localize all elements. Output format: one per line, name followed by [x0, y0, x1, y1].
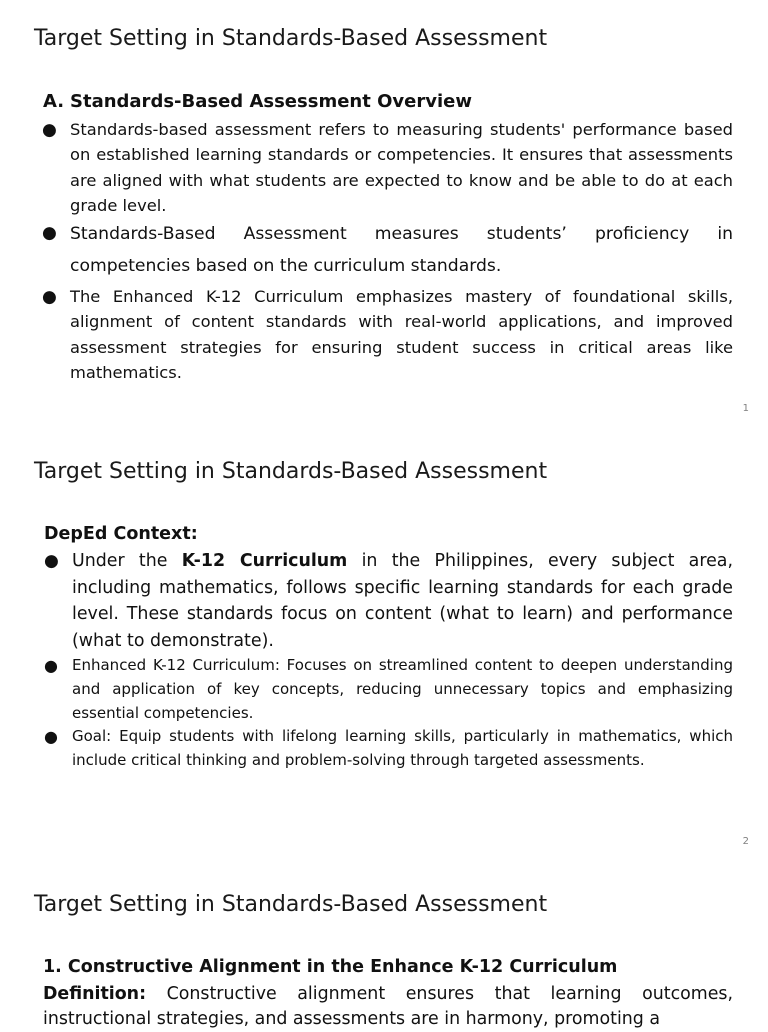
- bullet-icon: ●: [44, 656, 58, 675]
- list-item: [42, 218, 733, 282]
- definition-text: Constructive alignment ensures that learning outcomes, instructional strategies, and assessments are in harmony, promoting a: [43, 984, 733, 1029]
- slide-title: Target Setting in Standards-Based Assessment: [34, 26, 548, 51]
- list-item-text-post: in the Philippines, every subject area, including mathematics, follows specific learning standards for each grade level. These standards focus on content (what to learn) and performance (what to demonstrate).: [72, 551, 733, 651]
- slide-3: [0, 866, 768, 1029]
- list-item-text: The Enhanced K-12 Curriculum emphasizes mastery of foundational skills, alignment of content standards with real-world applications, and improved assessment strategies for ensuring student success in critical areas like mathematics.: [70, 287, 733, 383]
- section-heading-text: Constructive Alignment in the Enhance K-12 Curriculum: [67, 957, 618, 977]
- list-item-text: Standards-Based Assessment measures students’ proficiency in competencies based on the curriculum standards.: [70, 224, 733, 277]
- page-number: 1: [742, 403, 749, 414]
- bullet-list: [42, 117, 733, 385]
- definition-paragraph: [43, 982, 733, 1032]
- section-number: 1.: [43, 957, 62, 977]
- section-letter: A.: [43, 91, 65, 112]
- list-item: [44, 548, 733, 654]
- slide-title: Target Setting in Standards-Based Assessment: [34, 459, 548, 484]
- list-item: [44, 725, 733, 773]
- bullet-icon: ●: [44, 727, 58, 747]
- list-item-text: Enhanced K-12 Curriculum: Focuses on streamlined content to deepen understanding and application of key concepts, reducing unnecessary topics and emphasizing essential competencies.: [72, 656, 733, 722]
- slide-title: Target Setting in Standards-Based Assessment: [34, 892, 548, 917]
- list-item-text-bold: K-12 Curriculum: [181, 551, 348, 571]
- slide-2: [0, 433, 768, 863]
- list-item: [42, 117, 733, 218]
- section-heading: [43, 91, 472, 112]
- list-item: [44, 654, 733, 725]
- bullet-icon: ●: [42, 287, 57, 308]
- definition-label: Definition:: [43, 984, 147, 1004]
- section-heading: [43, 957, 617, 977]
- bullet-icon: ●: [44, 551, 59, 571]
- section-heading-text: Standards-Based Assessment Overview: [70, 91, 472, 112]
- list-item: [42, 284, 733, 385]
- list-item-text: Goal: Equip students with lifelong learning skills, particularly in mathematics, which include critical thinking and problem-solving through targeted assessments.: [72, 727, 733, 770]
- list-item-text: Standards-based assessment refers to measuring students' performance based on established learning standards or competencies. It ensures that assessments are aligned with what students are expected to know and be able to do at each grade level.: [70, 120, 733, 215]
- slide-1: [0, 0, 768, 430]
- subheading: DepEd Context:: [44, 524, 198, 544]
- list-item-text-pre: Under the: [72, 551, 182, 571]
- bullet-list: [44, 548, 733, 773]
- page-number: 2: [742, 836, 749, 847]
- bullet-icon: ●: [42, 120, 57, 140]
- bullet-icon: ●: [42, 223, 57, 244]
